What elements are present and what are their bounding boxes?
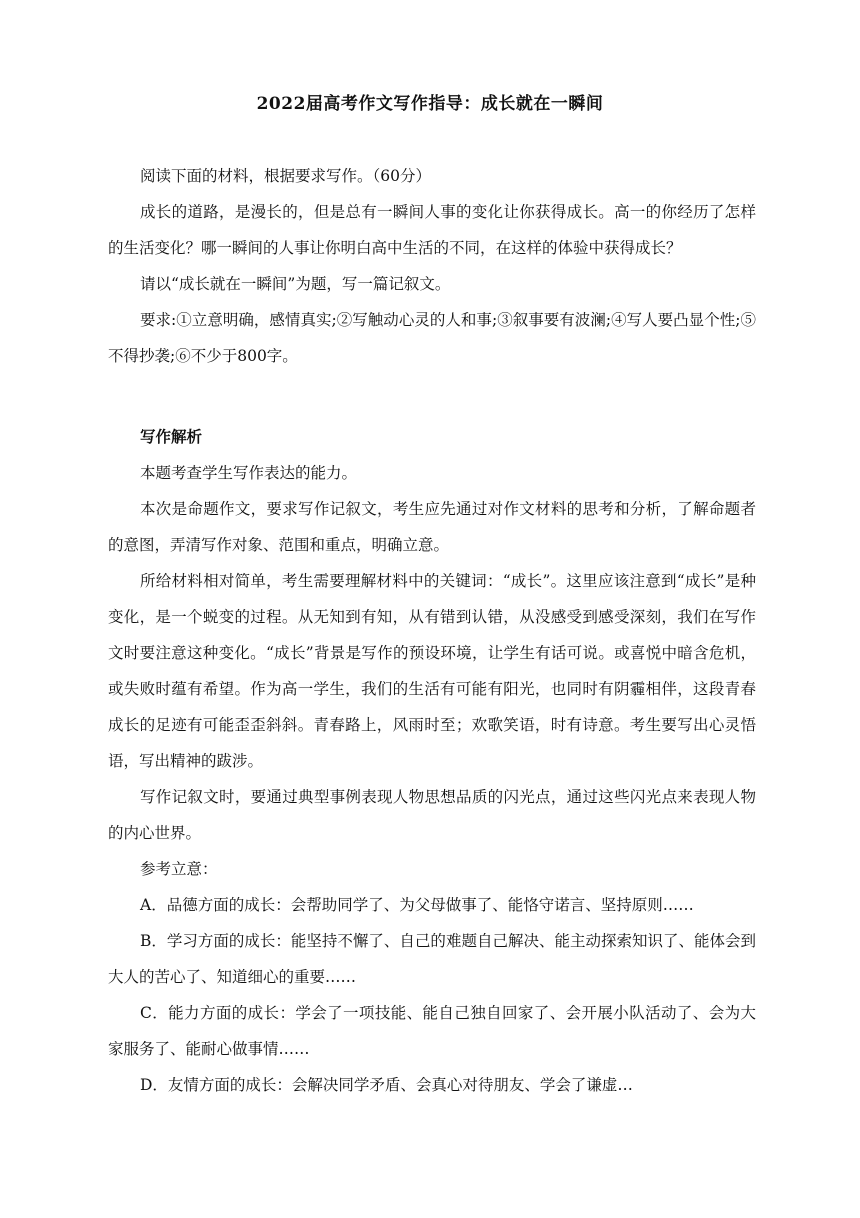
analysis-paragraph: 本题考查学生写作表达的能力。 xyxy=(140,464,358,482)
prompt-topic: 请以“成长就在一瞬间”为题，写一篇记叙文。 xyxy=(140,275,451,293)
reference-idea-c: C．能力方面的成长：学会了一项技能、能自己独自回家了、会开展小队活动了、会为大家服务了、能耐心做事情…… xyxy=(108,1004,756,1058)
analysis-paragraph: 本次是命题作文，要求写作记叙文，考生应先通过对作文材料的思考和分析，了解命题者的意图，弄清写作对象、范围和重点，明确立意。 xyxy=(108,500,756,554)
analysis-section xyxy=(108,419,756,1103)
analysis-paragraph: 写作记叙文时，要通过典型事例表现人物思想品质的闪光点，通过这些闪光点来表现人物的内心世界。 xyxy=(108,788,756,842)
reference-idea-d: D．友情方面的成长：会解决同学矛盾、会真心对待朋友、学会了谦虚… xyxy=(140,1076,633,1094)
analysis-heading: 写作解析 xyxy=(140,427,203,446)
prompt-material: 成长的道路，是漫长的，但是总有一瞬间人事的变化让你获得成长。高一的你经历了怎样的生活变化？哪一瞬间的人事让你明白高中生活的不同，在这样的体验中获得成长？ xyxy=(108,203,756,257)
document-title: 2022届高考作文写作指导：成长就在一瞬间 xyxy=(256,94,604,114)
reference-idea-a: A．品德方面的成长：会帮助同学了、为父母做事了、能恪守诺言、坚持原则…… xyxy=(140,896,694,914)
analysis-paragraph: 所给材料相对简单，考生需要理解材料中的关键词：“成长”。这里应该注意到“成长”是种变化，是一个蜕变的过程。从无知到有知，从有错到认错，从没感受到感受深刻，我们在写作文时要注意这种变化。“成长”背景是写作的预设环境，让学生有话可说。或喜悦中暗含危机，或失败时蕴有希望。作为高一学生，我们的生活有可能有阳光，也同时有阴霾相伴，这段青春成长的足迹有可能歪歪斜斜。青春路上，风雨时至；欢歌笑语，时有诗意。考生要写出心灵悟语，写出精神的跋涉。 xyxy=(108,572,756,770)
reference-ideas-label: 参考立意： xyxy=(140,860,218,878)
reference-idea-b: B．学习方面的成长：能坚持不懈了、自己的难题自己解决、能主动探索知识了、能体会到大人的苦心了、知道细心的重要…… xyxy=(108,932,756,986)
prompt-requirements: 要求:①立意明确，感情真实;②写触动心灵的人和事;③叙事要有波澜;④写人要凸显个性;⑤不得抄袭;⑥不少于800字。 xyxy=(108,311,756,365)
prompt-instruction: 阅读下面的材料，根据要求写作。（60分） xyxy=(140,167,431,185)
prompt-section xyxy=(108,158,756,374)
